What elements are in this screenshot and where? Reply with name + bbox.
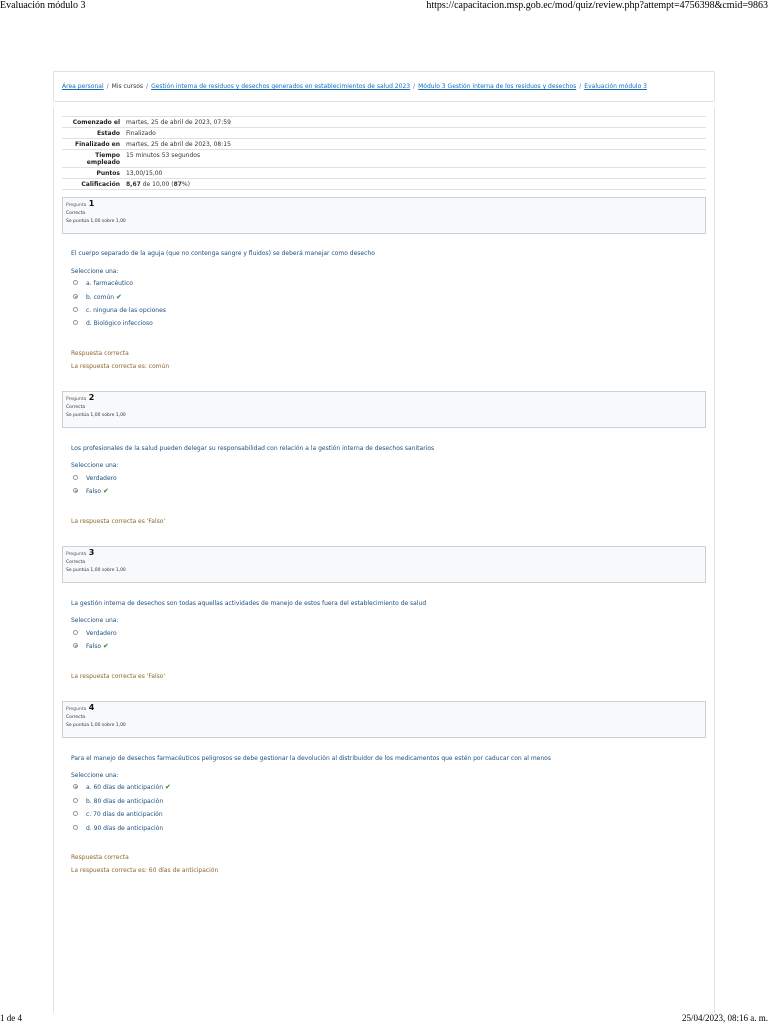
select-prompt: Seleccione una:	[71, 772, 119, 779]
feedback-right-answer: La respuesta correcta es 'Falso'	[71, 518, 166, 525]
attempt-summary-table	[62, 116, 706, 190]
summary-value	[126, 181, 706, 188]
check-icon: ✔	[103, 487, 109, 495]
check-icon: ✔	[165, 783, 171, 791]
question-grade: Se puntúa 1,00 sobre 1,00	[66, 568, 126, 573]
summary-label	[62, 152, 126, 166]
summary-row-finished	[62, 138, 706, 149]
breadcrumb-mis-cursos: Mis cursos	[111, 83, 144, 90]
answer-option-label: Verdadero	[86, 475, 117, 482]
answer-option-label: Falso	[86, 488, 102, 495]
grade-number: 8,67	[126, 180, 141, 188]
question-number-value: 1	[88, 199, 95, 208]
radio-icon[interactable]	[73, 825, 78, 830]
question-grade: Se puntúa 1,00 sobre 1,00	[66, 723, 126, 728]
print-page-number: 1 de 4	[0, 1013, 22, 1023]
question-info-2	[62, 391, 706, 428]
answer-option-label: d. Biológico infeccioso	[86, 320, 153, 327]
question-text-1: El cuerpo separado de la aguja (que no contenga sangre y fluidos) se deberá manejar como desecho	[71, 250, 375, 257]
breadcrumb-course[interactable]: Gestión interna de residuos y desechos generados en establecimientos de salud 2023	[151, 83, 411, 90]
summary-value: martes, 25 de abril de 2023, 07:59	[126, 118, 231, 126]
feedback-right-answer: La respuesta correcta es: 60 días de anticipación	[71, 867, 219, 874]
question-state: Correcta	[66, 715, 86, 720]
question-number	[66, 201, 702, 209]
question-grade: Se puntúa 1,00 sobre 1,00	[66, 219, 126, 224]
answer-option[interactable]	[73, 824, 163, 833]
summary-row-started	[62, 116, 706, 127]
question-number	[66, 550, 702, 558]
answer-option-label: Verdadero	[86, 630, 117, 637]
question-state: Correcta	[66, 560, 86, 565]
answer-option-label: d. 90 días de anticipación	[86, 825, 164, 832]
feedback-general: Respuesta correcta	[71, 854, 129, 861]
grade-percent: 87	[173, 180, 182, 188]
answer-option-selected[interactable]	[73, 293, 122, 302]
answer-option[interactable]	[73, 810, 163, 819]
breadcrumb-separator: /	[146, 83, 149, 90]
summary-label: Puntos	[96, 169, 120, 177]
question-word: Pregunta	[66, 707, 87, 712]
answer-option-label: Falso	[86, 643, 102, 650]
answer-option-selected[interactable]	[73, 642, 109, 651]
question-text-4: Para el manejo de desechos farmacéuticos peligrosos se debe gestionar la devolución al distribuidor de los medicamentos que estén por caducar con al menos	[71, 755, 551, 762]
answer-option-label: c. 70 días de anticipación	[86, 811, 163, 818]
breadcrumb-module[interactable]: Módulo 3 Gestión interna de los residuos y desechos	[418, 83, 577, 90]
answer-option-label: a. 60 días de anticipación	[86, 784, 164, 791]
check-icon: ✔	[103, 642, 109, 650]
grade-mid: de 10,00 (	[140, 180, 174, 188]
summary-value: 13,00/15,00	[126, 169, 163, 177]
feedback-right-answer: La respuesta correcta es 'Falso'	[71, 673, 166, 680]
feedback-general: Respuesta correcta	[71, 350, 129, 357]
answer-option[interactable]	[73, 306, 166, 315]
answer-option-label: b. 80 días de anticipación	[86, 798, 164, 805]
breadcrumb-separator: /	[579, 83, 582, 90]
summary-label-line1: Tiempo	[95, 151, 120, 159]
question-number-value: 4	[88, 703, 95, 712]
summary-value: Finalizado	[126, 129, 156, 137]
answer-option[interactable]	[73, 797, 163, 806]
answer-option[interactable]	[73, 474, 117, 483]
summary-label: Estado	[96, 129, 120, 137]
select-prompt: Seleccione una:	[71, 462, 119, 469]
answer-option-label: c. ninguna de las opciones	[86, 307, 166, 314]
print-page-url: https://capacitacion.msp.gob.ec/mod/quiz/review.php?attempt=4756398&cmid=9863	[426, 0, 768, 11]
print-header	[0, 0, 768, 12]
breadcrumb	[53, 71, 715, 102]
radio-icon[interactable]	[73, 488, 78, 493]
breadcrumb-separator: /	[106, 83, 109, 90]
question-info-1	[62, 197, 706, 234]
question-number	[66, 705, 702, 713]
summary-value: martes, 25 de abril de 2023, 08:15	[126, 140, 231, 148]
question-state: Correcta	[66, 405, 86, 410]
question-info-3	[62, 546, 706, 583]
answer-option[interactable]	[73, 629, 117, 638]
question-text-2: Los profesionales de la salud pueden delegar su responsabilidad con relación a la gestión interna de desechos sanitarios	[71, 445, 435, 452]
check-icon: ✔	[116, 293, 122, 301]
question-state: Correcta	[66, 211, 86, 216]
summary-row-time	[62, 149, 706, 167]
breadcrumb-area-personal[interactable]: Área personal	[62, 83, 104, 90]
summary-row-grade	[62, 178, 706, 190]
summary-row-state	[62, 127, 706, 138]
answer-option-label: a. farmacéutico	[86, 280, 133, 287]
radio-icon[interactable]	[73, 294, 78, 299]
radio-icon[interactable]	[73, 307, 78, 312]
answer-option[interactable]	[73, 279, 133, 288]
radio-icon[interactable]	[73, 475, 78, 480]
print-footer	[0, 1013, 768, 1024]
feedback-right-answer: La respuesta correcta es: común	[71, 363, 170, 370]
summary-label: Comenzado el	[72, 118, 120, 126]
summary-label-line2: empleado	[86, 158, 120, 166]
radio-icon[interactable]	[73, 630, 78, 635]
question-number-value: 2	[88, 393, 95, 402]
answer-option-selected[interactable]	[73, 783, 171, 792]
grade-end: %)	[181, 180, 190, 188]
summary-label: Finalizado en	[75, 140, 120, 148]
question-number-value: 3	[88, 548, 95, 557]
summary-label: Calificación	[81, 180, 120, 188]
radio-icon[interactable]	[73, 798, 78, 803]
question-number	[66, 395, 702, 403]
answer-option[interactable]	[73, 319, 153, 328]
radio-icon[interactable]	[73, 320, 78, 325]
question-info-4	[62, 701, 706, 738]
radio-icon[interactable]	[73, 280, 78, 285]
select-prompt: Seleccione una:	[71, 268, 119, 275]
radio-icon[interactable]	[73, 784, 78, 789]
answer-option-label: b. común	[86, 294, 115, 301]
question-word: Pregunta	[66, 397, 87, 402]
summary-value: 15 minutos 53 segundos	[126, 151, 201, 159]
question-grade: Se puntúa 1,00 sobre 1,00	[66, 413, 126, 418]
summary-row-points	[62, 167, 706, 178]
select-prompt: Seleccione una:	[71, 617, 119, 624]
answer-option-selected[interactable]	[73, 487, 109, 496]
radio-icon[interactable]	[73, 811, 78, 816]
radio-icon[interactable]	[73, 643, 78, 648]
question-word: Pregunta	[66, 552, 87, 557]
print-datetime: 25/04/2023, 08:16 a. m.	[682, 1013, 768, 1023]
question-word: Pregunta	[66, 203, 87, 208]
breadcrumb-separator: /	[413, 83, 416, 90]
print-page-title: Evaluación módulo 3	[0, 0, 86, 11]
question-text-3: La gestión interna de desechos son todas aquellas actividades de manejo de estos fuera del establecimiento de salud	[71, 600, 427, 607]
breadcrumb-quiz[interactable]: Evaluación módulo 3	[584, 83, 647, 90]
